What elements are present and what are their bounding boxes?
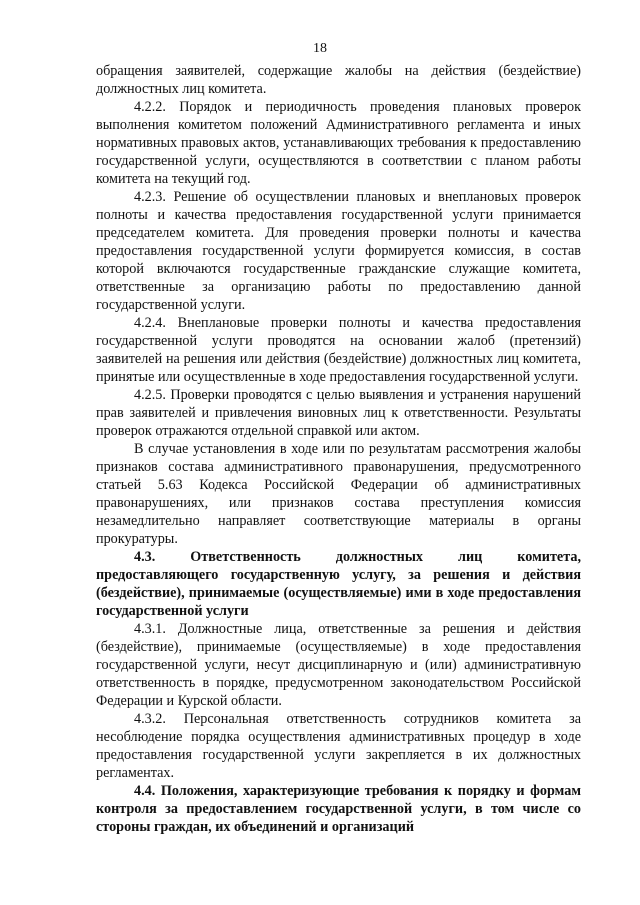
paragraph-4-3-2: 4.3.2. Персональная ответственность сотрудников комитета за несоблюдение порядка осуществления административных процедур в ходе предоставления государственной услуги закрепляется в их должностных регламентах. [96,711,581,781]
page-number: 18 [313,41,327,56]
paragraph-4-2-3: 4.2.3. Решение об осуществлении плановых и внеплановых проверок полноты и качества предоставления государственной услуги принимается председателем комитета. Для проведения проверки полноты и качества предоставления государственной услуги формируется комиссия, в состав которой включаются государственные гражданские служащие комитета, ответственные за организацию работы по предоставлению данной государственной услуги. [96,189,581,313]
paragraph-4-3-1: 4.3.1. Должностные лица, ответственные за решения и действия (бездействие), принимаемые (осуществляемые) в ходе предоставления государственной услуги, несут дисциплинарную и (или) административную ответственность в порядке, предусмотренном законодательством Российской Федерации и Курской области. [96,621,581,709]
paragraph-continuation: обращения заявителей, содержащие жалобы на действия (бездействие) должностных лиц комитета. [96,63,581,97]
paragraph-4-2-5: 4.2.5. Проверки проводятся с целью выявления и устранения нарушений прав заявителей и привлечения виновных лиц к ответственности. Результаты проверок отражаются отдельной справкой или актом. [96,387,581,439]
section-heading-4-3: 4.3. Ответственность должностных лиц комитета, предоставляющего государственную услугу, за решения и действия (бездействие), принимаемые (осуществляемые) ими в ходе предоставления государственной услуги [96,549,581,619]
section-heading-4-4: 4.4. Положения, характеризующие требования к порядку и формам контроля за предоставлением государственной услуги, в том числе со стороны граждан, их объединений и организаций [96,783,581,835]
paragraph-4-2-2: 4.2.2. Порядок и периодичность проведения плановых проверок выполнения комитетом положений Административного регламента и иных нормативных правовых актов, устанавливающих требования к предоставлению государственной услуги, осуществляются в соответствии с планом работы комитета на текущий год. [96,99,581,187]
document-body [96,62,581,836]
paragraph-violation-case: В случае установления в ходе или по результатам рассмотрения жалобы признаков состава административного правонарушения, предусмотренного статьей 5.63 Кодекса Российской Федерации об административных правонарушениях, или признаков состава преступления комиссия незамедлительно направляет соответствующие материалы в органы прокуратуры. [96,441,581,547]
paragraph-4-2-4: 4.2.4. Внеплановые проверки полноты и качества предоставления государственной услуги проводятся на основании жалоб (претензий) заявителей на решения или действия (бездействие) должностных лиц комитета, принятые или осуществленные в ходе предоставления государственной услуги. [96,315,581,385]
